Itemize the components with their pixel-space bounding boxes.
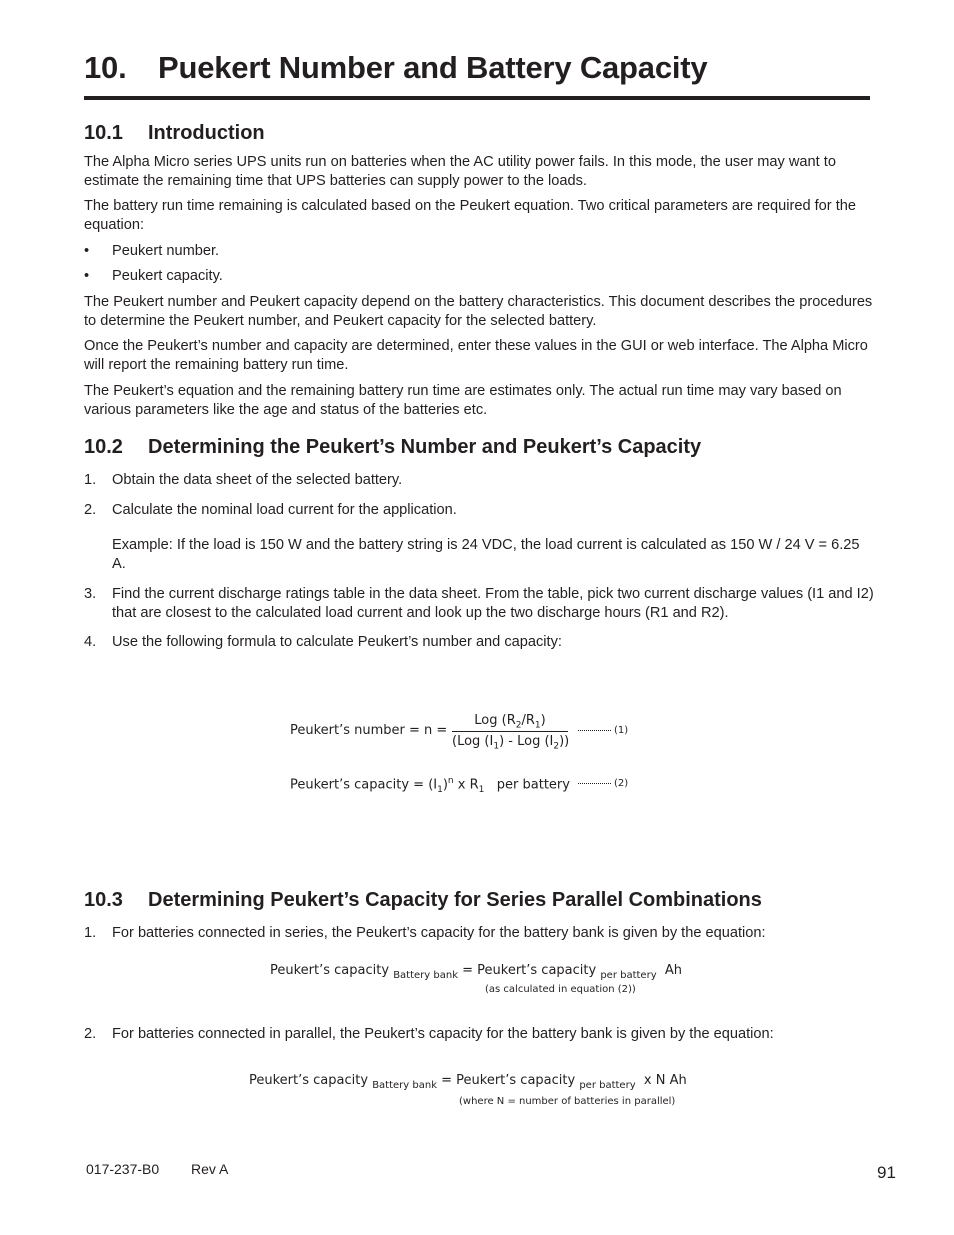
bullet-item: • Peukert capacity. [84,268,223,284]
equation-series-note: (as calculated in equation (2)) [485,984,636,995]
chapter-title: Puekert Number and Battery Capacity [158,50,708,85]
step-item: 4. Use the following formula to calculate Peukert’s number and capacity: [84,634,562,650]
step-item: 1. For batteries connected in series, the Peukert’s capacity for the battery bank is given by the equation: [84,925,766,941]
equation-2-tag: (2) [578,778,628,789]
equation-1-numerator: Log $(R_2/R_1)$ [474,713,546,731]
intro-paragraph-1: The Alpha Micro series UPS units run on batteries when the AC utility power fails. In this mode, the user may want to estimate the remaining time that UPS batteries can supply power to the loads. [84,154,836,189]
page-number: 91 [877,1163,896,1182]
equation-1-lhs: Peukert’s number = n = [290,723,448,738]
title-rule [84,96,870,100]
example-text: Example: If the load is 150 W and the battery string is 24 VDC, the load current is calculated as 150 W / 24 V = 6.25 A. [112,537,860,572]
footer-doc-number: 017-237-B0 [86,1161,160,1177]
page-title [84,50,707,86]
fraction-bar [452,731,568,732]
intro-paragraph-3: The Peukert number and Peukert capacity depend on the battery characteristics. This document describes the procedures to determine the Peukert number, and Peukert capacity for the selected battery. [84,294,873,329]
step-item: 3. Find the current discharge ratings table in the data sheet. From the table, pick two current discharge values (I1 and I2) that are closest to the calculated load current and look up the two discharge hours (R1 and R2). [84,586,874,621]
equation-parallel-note: (where N = number of batteries in parallel) [459,1096,676,1107]
equation-series: Peukert’s capacity $_{Battery bank}$ = Peukert’s capacity $_{per battery}$ Ah [270,963,683,981]
bullet-item: • Peukert number. [84,243,220,259]
equation-2: Peukert’s capacity = $(I_1)^n$ x $R_1$ per battery [290,776,570,795]
equation-1-denominator: (Log $(I_1)$ - Log $(I_2)$) [452,734,570,752]
section-heading-10-3: 10.3 Determining Peukert’s Capacity for Series Parallel Combinations [84,889,762,911]
equation-1-tag: (1) [578,725,628,736]
intro-paragraph-4: Once the Peukert’s number and capacity are determined, enter these values in the GUI or web interface. The Alpha Micro will report the remaining battery run time. [84,338,868,373]
step-item: 2. For batteries connected in parallel, the Peukert’s capacity for the battery bank is given by the equation: [84,1026,774,1042]
section-heading-10-1: 10.1 Introduction [84,122,265,144]
intro-paragraph-2: The battery run time remaining is calculated based on the Peukert equation. Two critical parameters are required for the equation: [84,198,856,233]
section-heading-10-2: 10.2 Determining the Peukert’s Number and Peukert’s Capacity [84,436,702,458]
intro-paragraph-5: The Peukert’s equation and the remaining battery run time are estimates only. The actual run time may vary based on various parameters like the age and status of the batteries etc. [84,383,842,418]
step-item: 1. Obtain the data sheet of the selected battery. [84,472,403,488]
footer-revision: Rev A [191,1161,229,1177]
equation-parallel: Peukert’s capacity $_{Battery bank}$ = Peukert’s capacity $_{per battery}$ x N Ah [249,1073,687,1091]
chapter-number: 10. [84,50,127,85]
step-item: 2. Calculate the nominal load current for the application. [84,502,457,518]
